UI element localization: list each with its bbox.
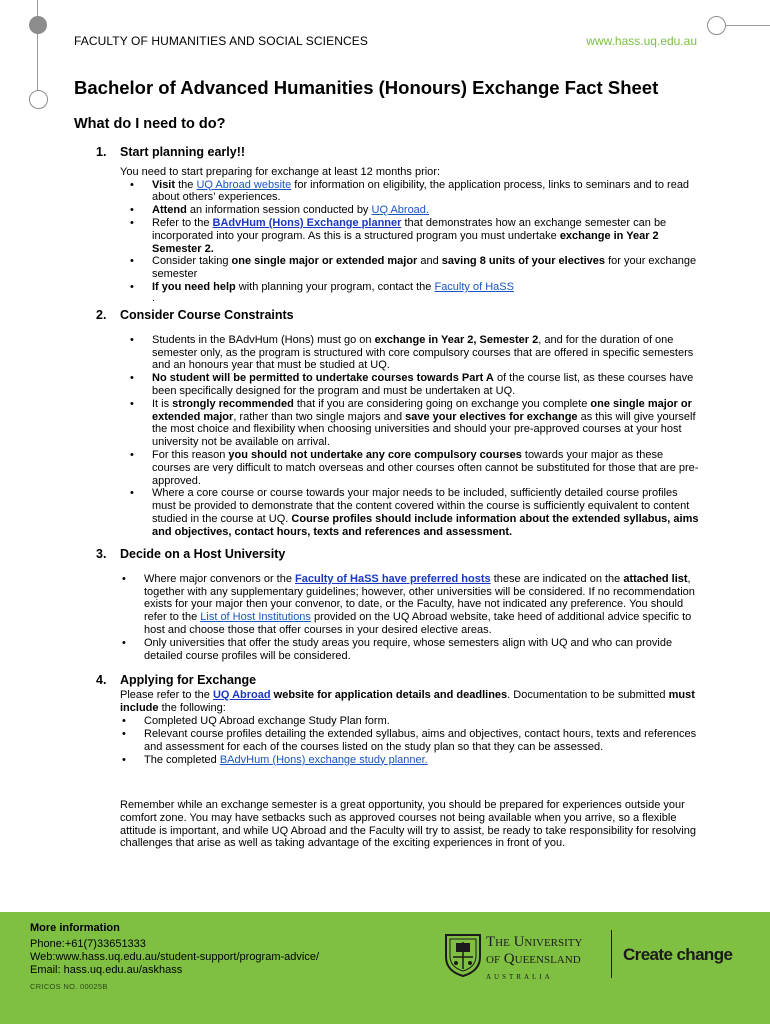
- list-item: • Students in the BAdvHum (Hons) must go on exchange in Year 2, Semester 2, and for the duration of one semester only, as the program is structured with core compulsory courses that are offered in specific semesters and an honours year that must be studied at UQ.: [152, 334, 702, 372]
- web-address[interactable]: Web:www.hass.uq.edu.au/student-support/program-advice/: [30, 950, 320, 963]
- bullet-list: [96, 715, 702, 766]
- decorative-line: [37, 0, 38, 95]
- tagline: Create change: [623, 945, 733, 964]
- list-item: • Visit the UQ Abroad website for information on eligibility, the application process, links to seminars and to read about others’ experiences.: [152, 179, 702, 205]
- decorative-ring-top-right: [707, 16, 726, 35]
- bullet-list: [96, 179, 702, 294]
- section-intro: You need to start preparing for exchange at least 12 months prior:: [120, 165, 441, 178]
- faculty-hass-link[interactable]: Faculty of HaSS: [434, 280, 514, 293]
- stray-period: .: [152, 291, 156, 304]
- closing-paragraph: Remember while an exchange semester is a great opportunity, you should be prepared for experiences outside your comfort zone. You may have setbacks such as approved courses not being available when you arrive, so a flexible attitude is important, and while UQ Abroad and the Faculty will try to assist, be ready to take responsibility for resolving challenges that arise as well as taking advantage of the exciting experiences in front of you.: [120, 799, 696, 850]
- list-item: • No student will be permitted to undertake courses towards Part A of the course list, as these courses have been specifically designed for the program and must be undertaken at UQ.: [152, 372, 702, 398]
- list-item: • Attend an information session conducted by UQ Abroad.: [152, 204, 702, 217]
- section-subtitle: What do I need to do?: [74, 116, 226, 132]
- list-item: • Completed UQ Abroad exchange Study Plan form.: [144, 715, 702, 728]
- more-information-heading: More information: [30, 922, 120, 934]
- list-item: • For this reason you should not undertake any core compulsory courses towards your major as these courses are very difficult to match overseas and other courses often cannot be substituted for those that are pre-approved.: [152, 449, 702, 487]
- section-course-constraints: [96, 309, 702, 539]
- uq-abroad-website-link[interactable]: UQ Abroad website: [196, 178, 292, 191]
- uq-crest-icon: [444, 933, 482, 977]
- list-item: • Where a core course or course towards your major needs to be included, sufficiently detailed course profiles must be provided to demonstrate that the content covered within the course is sufficiently equivalent to content studied in the course at UQ. Course profiles should include information about the extended syllabus, aims and objectives, contact hours, texts and references and assessment.: [152, 487, 702, 538]
- website-link[interactable]: www.hass.uq.edu.au: [586, 34, 697, 48]
- section-heading: 2. Consider Course Constraints: [96, 308, 294, 322]
- uq-abroad-link[interactable]: UQ Abroad.: [371, 204, 429, 217]
- section-applying: [96, 674, 702, 767]
- section-intro: Please refer to the UQ Abroad website for application details and deadlines. Documentation to be submitted must include the following:: [120, 688, 695, 714]
- section-host-university: [96, 548, 702, 662]
- decorative-dot: [29, 16, 47, 34]
- section-heading: 1. Start planning early!!: [96, 145, 246, 159]
- list-item: • Consider taking one single major or extended major and saving 8 units of your electives for your exchange semester: [152, 255, 702, 281]
- faculty-name: FACULTY OF HUMANITIES AND SOCIAL SCIENCES: [74, 34, 368, 48]
- section-heading: 3. Decide on a Host University: [96, 547, 286, 561]
- preferred-hosts-link[interactable]: Faculty of HaSS have preferred hosts: [295, 572, 491, 585]
- study-planner-link[interactable]: BAdvHum (Hons) exchange study planner.: [219, 753, 428, 766]
- exchange-planner-link[interactable]: BAdvHum (Hons) Exchange planner: [212, 216, 402, 229]
- contact-details: [30, 938, 319, 976]
- section-start-planning: [96, 146, 702, 302]
- host-institutions-link[interactable]: List of Host Institutions: [200, 611, 311, 624]
- bullet-list: [96, 334, 702, 539]
- list-item: • The completed BAdvHum (Hons) exchange study planner.: [144, 754, 702, 767]
- footer: [0, 912, 770, 1024]
- section-heading: 4. Applying for Exchange: [96, 673, 257, 687]
- list-item: • Relevant course profiles detailing the extended syllabus, aims and objectives, contact hours, texts and references and assessment for each of the courses listed on the study plan so that they can be assessed.: [144, 728, 702, 754]
- list-item: • Only universities that offer the study areas you require, whose semesters align with UQ and who can provide detailed course profiles will be considered.: [144, 637, 702, 663]
- uq-abroad-link-2[interactable]: UQ Abroad: [212, 688, 271, 701]
- cricos-number: CRICOS NO. 00025B: [30, 982, 108, 991]
- decorative-ring: [29, 90, 48, 109]
- page-title: Bachelor of Advanced Humanities (Honours) Exchange Fact Sheet: [74, 77, 659, 98]
- list-item: • Refer to the BAdvHum (Hons) Exchange planner that demonstrates how an exchange semester can be incorporated into your program. As this is a structured program you must undertake exchange in Year 2 Semester 2.: [152, 217, 702, 255]
- bullet-list: [96, 573, 702, 663]
- list-item: • Where major convenors or the Faculty of HaSS have preferred hosts these are indicated on the attached list, together with any supplementary guidelines; however, other universities will be considered. If no recommendation exists for your major then your convenor, to date, or the Faculty, have not indicated any preference. You should refer to the List of Host Institutions provided on the UQ Abroad website, take heed of additional advice specific to host and choose those that offer courses in your desired elective areas.: [144, 573, 702, 637]
- list-item: • It is strongly recommended that if you are considering going on exchange you complete one single major or extended major, rather than two single majors and save your electives for exchange as this will give yourself the most choice and flexibility when choosing universities and should your pre-approved courses at your host university not be available on arrival.: [152, 398, 702, 449]
- email[interactable]: Email: hass.uq.edu.au/askhass: [30, 963, 183, 976]
- list-item: • If you need help with planning your program, contact the Faculty of HaSS: [152, 281, 702, 294]
- university-wordmark: The University of Queensland AUSTRALIA: [486, 934, 583, 981]
- decorative-line-top-right: [726, 25, 770, 26]
- phone: Phone:+61(7)33651333: [30, 938, 146, 950]
- logo-divider: [611, 930, 612, 978]
